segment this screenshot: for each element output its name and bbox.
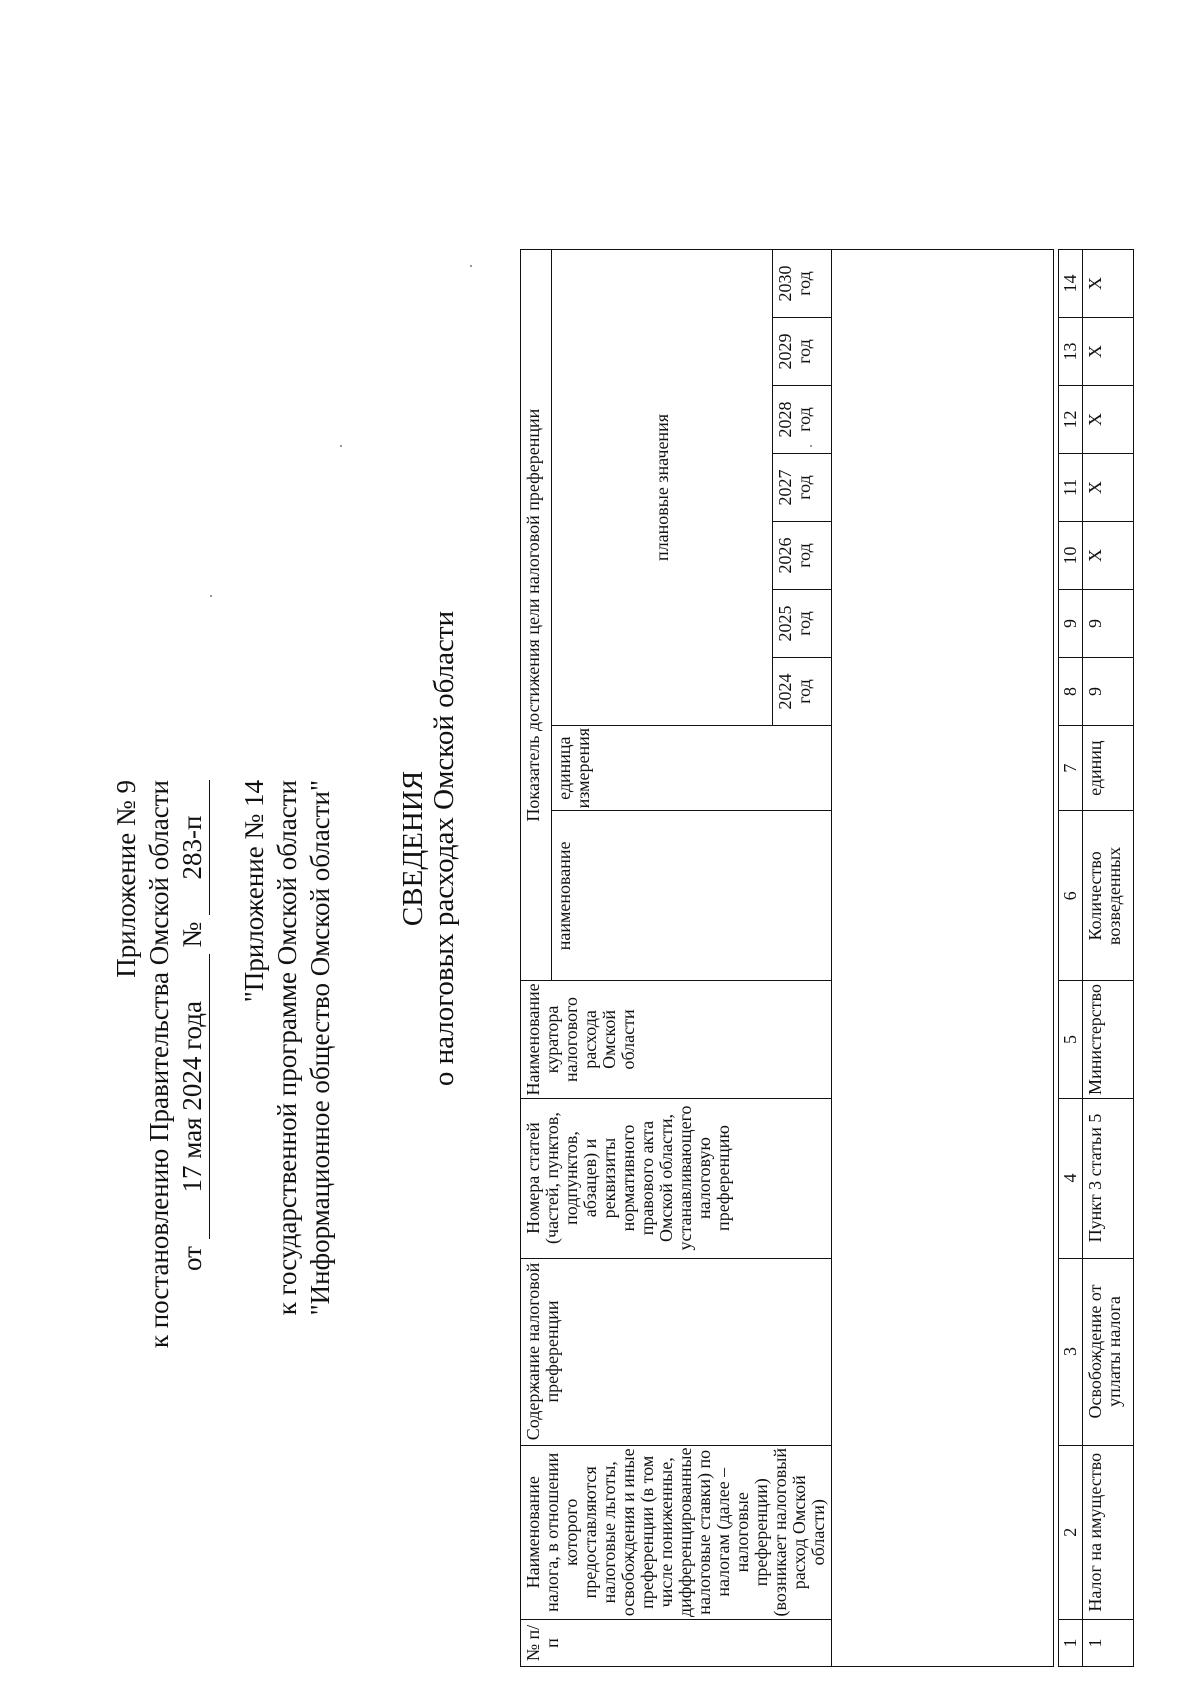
year-2026: 2026 год xyxy=(773,521,832,589)
cell-ind-unit: единиц xyxy=(1083,725,1134,810)
year-2025: 2025 год xyxy=(773,589,832,657)
col-header-indicator: Показатель достижения цели налоговой преференции xyxy=(521,249,552,980)
scan-speck xyxy=(810,445,812,447)
cell-curator: Министерство xyxy=(1083,981,1134,1098)
document-title xyxy=(398,0,460,1697)
cell-articles: Пункт 3 статьи 5 xyxy=(1083,1098,1134,1258)
scan-speck xyxy=(210,595,212,597)
number-label: № xyxy=(177,921,207,948)
col-number: 6 xyxy=(1059,811,1083,981)
col-number: 5 xyxy=(1059,981,1083,1098)
cell-no: 1 xyxy=(1083,1620,1134,1667)
col-number: 9 xyxy=(1059,589,1083,657)
program-appendix-header xyxy=(238,780,337,1540)
col-number: 4 xyxy=(1059,1098,1083,1258)
col-number: 1 xyxy=(1059,1620,1083,1667)
col-header-ind-unit: единица измерения xyxy=(552,725,832,810)
resolution-date: 17 мая 2024 года xyxy=(176,954,210,1239)
cell-value-2030: X xyxy=(1083,249,1134,317)
resolution-number: 283-п xyxy=(176,780,210,915)
col-number: 14 xyxy=(1059,249,1083,317)
tax-expenditure-table xyxy=(520,249,1134,1667)
col-header-content: Содержание налоговой преференции xyxy=(521,1258,832,1445)
col-header-no: № п/п xyxy=(521,1620,832,1667)
year-2028: 2028 год xyxy=(773,385,832,453)
col-number: 10 xyxy=(1059,521,1083,589)
col-header-articles: Номера статей (частей, пунктов, подпунктов, абзацев) и реквизиты нормативного правового акта Омской области, устанавливающего налоговую преференцию xyxy=(521,1098,832,1258)
col-header-curator: Наименование куратора налогового расхода Омской области xyxy=(521,981,832,1098)
table-row xyxy=(1083,249,1134,1666)
table-header-row xyxy=(521,249,552,1666)
col-number: 3 xyxy=(1059,1258,1083,1445)
cell-value-2024: 9 xyxy=(1083,657,1134,725)
cell-ind-name: Количество возведенных xyxy=(1083,811,1134,981)
program-name: "Информационное общество Омской области" xyxy=(305,780,335,1316)
scan-speck xyxy=(340,445,342,447)
scan-speck xyxy=(470,265,472,267)
appendix-number: Приложение № 9 xyxy=(111,780,141,978)
col-number: 12 xyxy=(1059,385,1083,453)
col-header-planned: плановые значения xyxy=(552,249,773,725)
from-label: от xyxy=(177,1246,207,1271)
col-number: 13 xyxy=(1059,317,1083,385)
cell-value-2028: X xyxy=(1083,385,1134,453)
cell-value-2026: X xyxy=(1083,521,1134,589)
col-number: 8 xyxy=(1059,657,1083,725)
col-header-tax-name: Наименование налога, в отношении которого предоставляются налоговые льготы, освобождения и иные преференции (в том числе пониженные, дифференцированные налоговые ставки) по налогам (далее – налоговые преференции) (возникает налоговый расход Омской области) xyxy=(521,1445,832,1619)
title-sub: о налоговых расходах Омской области xyxy=(428,610,460,1087)
cell-value-2029: X xyxy=(1083,317,1134,385)
cell-content: Освобождение от уплаты налога xyxy=(1083,1258,1134,1445)
cell-value-2025: 9 xyxy=(1083,589,1134,657)
date-number-line xyxy=(176,780,210,1480)
year-2024: 2024 год xyxy=(773,657,832,725)
title-main: СВЕДЕНИЯ xyxy=(397,770,429,927)
col-header-ind-name: наименование xyxy=(552,811,832,981)
resolution-reference: к постановлению Правительства Омской области xyxy=(144,780,174,1349)
col-number: 7 xyxy=(1059,725,1083,810)
col-number: 2 xyxy=(1059,1445,1083,1619)
col-number: 11 xyxy=(1059,453,1083,521)
year-2030: 2030 год xyxy=(773,249,832,317)
year-2027: 2027 год xyxy=(773,453,832,521)
column-number-row xyxy=(1059,249,1083,1666)
program-reference: к государственной программе Омской области xyxy=(272,780,302,1316)
table-header-filler xyxy=(832,249,1054,1666)
cell-tax-name: Налог на имущество xyxy=(1083,1445,1134,1619)
cell-value-2027: X xyxy=(1083,453,1134,521)
appendix-header xyxy=(110,780,210,1480)
program-appendix-number: "Приложение № 14 xyxy=(239,780,269,1003)
year-2029: 2029 год xyxy=(773,317,832,385)
